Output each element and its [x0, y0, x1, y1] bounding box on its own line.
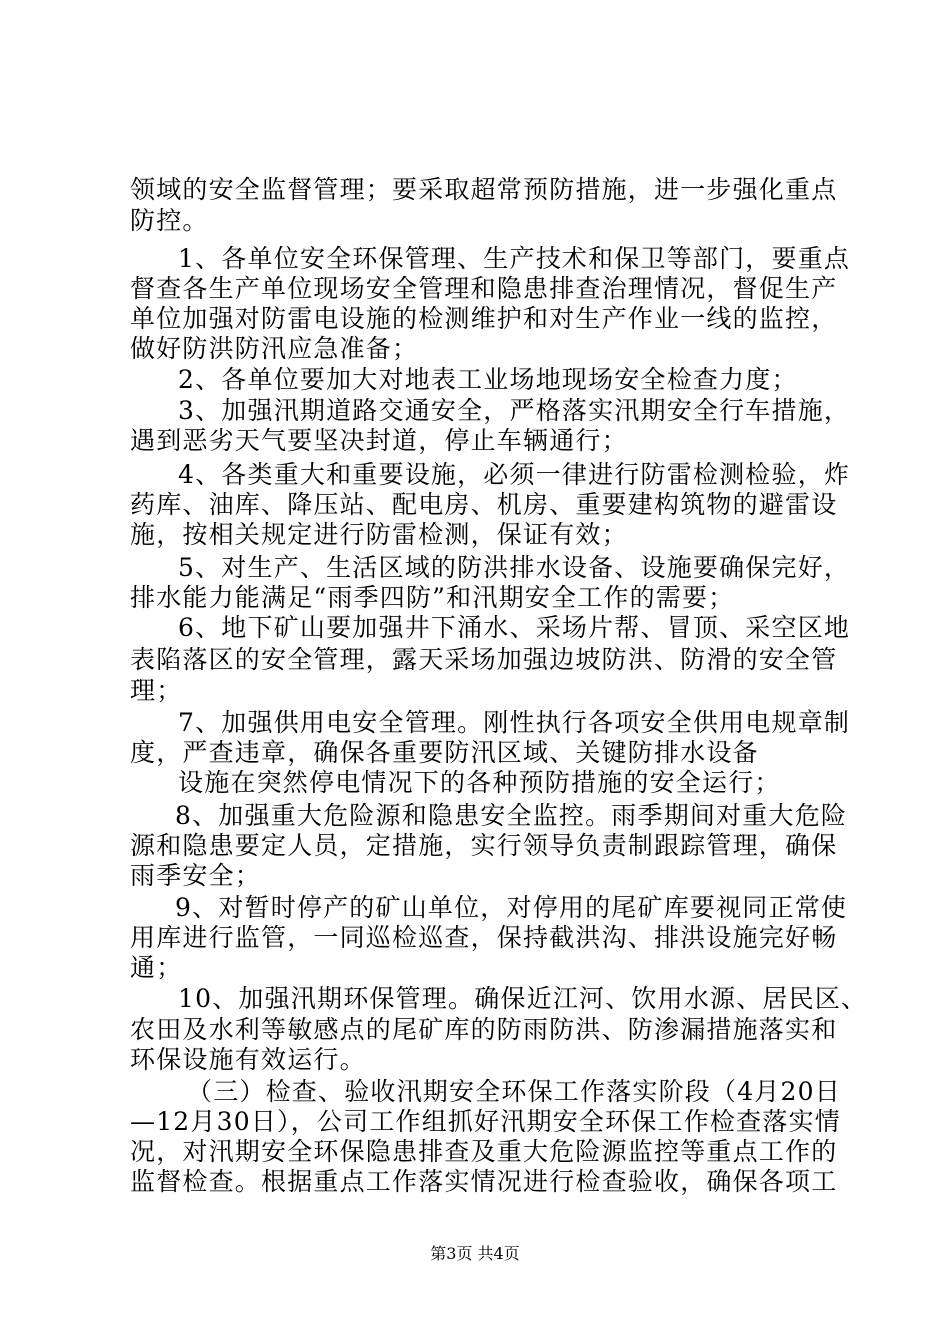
text-line: （三）检查、验收汛期安全环保工作落实阶段（4月20日	[187, 1077, 841, 1106]
text-line: 遇到恶劣天气要坚决封道，停止车辆通行；	[130, 426, 628, 455]
text-line: 防控。	[130, 206, 209, 235]
text-line: 单位加强对防雷电设施的检测维护和对生产作业一线的监控，	[130, 304, 838, 333]
text-line: 领域的安全监督管理；要采取超常预防措施，进一步强化重点	[130, 175, 838, 204]
text-line: 通；	[130, 953, 183, 982]
text-line: 9、对暂时停产的矿山单位，对停用的尾矿库要视同正常使	[175, 893, 848, 922]
text-line: 5、对生产、生活区域的防洪排水设备、设施要确保完好，	[178, 553, 851, 582]
text-line: 监督检查。根据重点工作落实情况进行检查验收，确保各项工	[130, 1167, 838, 1196]
text-line: 6、地下矿山要加强井下涌水、采场片帮、冒顶、采空区地	[178, 613, 851, 642]
text-line: 排水能力能满足“雨季四防”和汛期安全工作的需要；	[130, 583, 735, 612]
text-line: 7、加强供用电安全管理。刚性执行各项安全供用电规章制	[178, 708, 851, 737]
text-line: 环保设施有效运行。	[130, 1045, 366, 1074]
text-line: 施，按相关规定进行防雷检测，保证有效；	[130, 520, 628, 549]
text-line: 度，严查违章，确保各重要防汛区域、关键防排水设备	[130, 738, 759, 767]
text-line: 用库进行监管，一同巡检巡查，保持截洪沟、排洪设施完好畅	[130, 923, 838, 952]
text-line: 设施在突然停电情况下的各种预防措施的安全运行；	[178, 768, 781, 797]
text-line: 况，对汛期安全环保隐患排查及重大危险源监控等重点工作的	[130, 1137, 838, 1166]
text-line: 理；	[130, 676, 183, 705]
text-line: 农田及水利等敏感点的尾矿库的防雨防洪、防渗漏措施落实和	[130, 1015, 838, 1044]
text-line: 源和隐患要定人员，定措施，实行领导负责制跟踪管理，确保	[130, 831, 838, 860]
text-line: 药库、油库、降压站、配电房、机房、重要建构筑物的避雷设	[130, 490, 838, 519]
text-line: 督查各生产单位现场安全管理和隐患排查治理情况，督促生产	[130, 274, 838, 303]
page-number: 第3页 共4页	[430, 1244, 520, 1263]
text-line: 3、加强汛期道路交通安全，严格落实汛期安全行车措施，	[178, 396, 851, 425]
text-line: 2、各单位要加大对地表工业场地现场安全检查力度；	[178, 365, 798, 394]
text-line: 1、各单位安全环保管理、生产技术和保卫等部门，要重点	[178, 244, 851, 273]
text-line: 做好防洪防汛应急准备；	[130, 334, 419, 363]
text-line: 4、各类重大和重要设施，必须一律进行防雷检测检验，炸	[178, 460, 851, 489]
text-line: 10、加强汛期环保管理。确保近江河、饮用水源、居民区、	[178, 984, 868, 1013]
text-line: 表陷落区的安全管理，露天采场加强边坡防洪、防滑的安全管	[130, 645, 838, 674]
text-line: 8、加强重大危险源和隐患安全监控。雨季期间对重大危险	[175, 801, 848, 830]
text-line: 雨季安全；	[130, 861, 262, 890]
text-line: —12月30日），公司工作组抓好汛期安全环保工作检查落实情	[130, 1107, 841, 1136]
